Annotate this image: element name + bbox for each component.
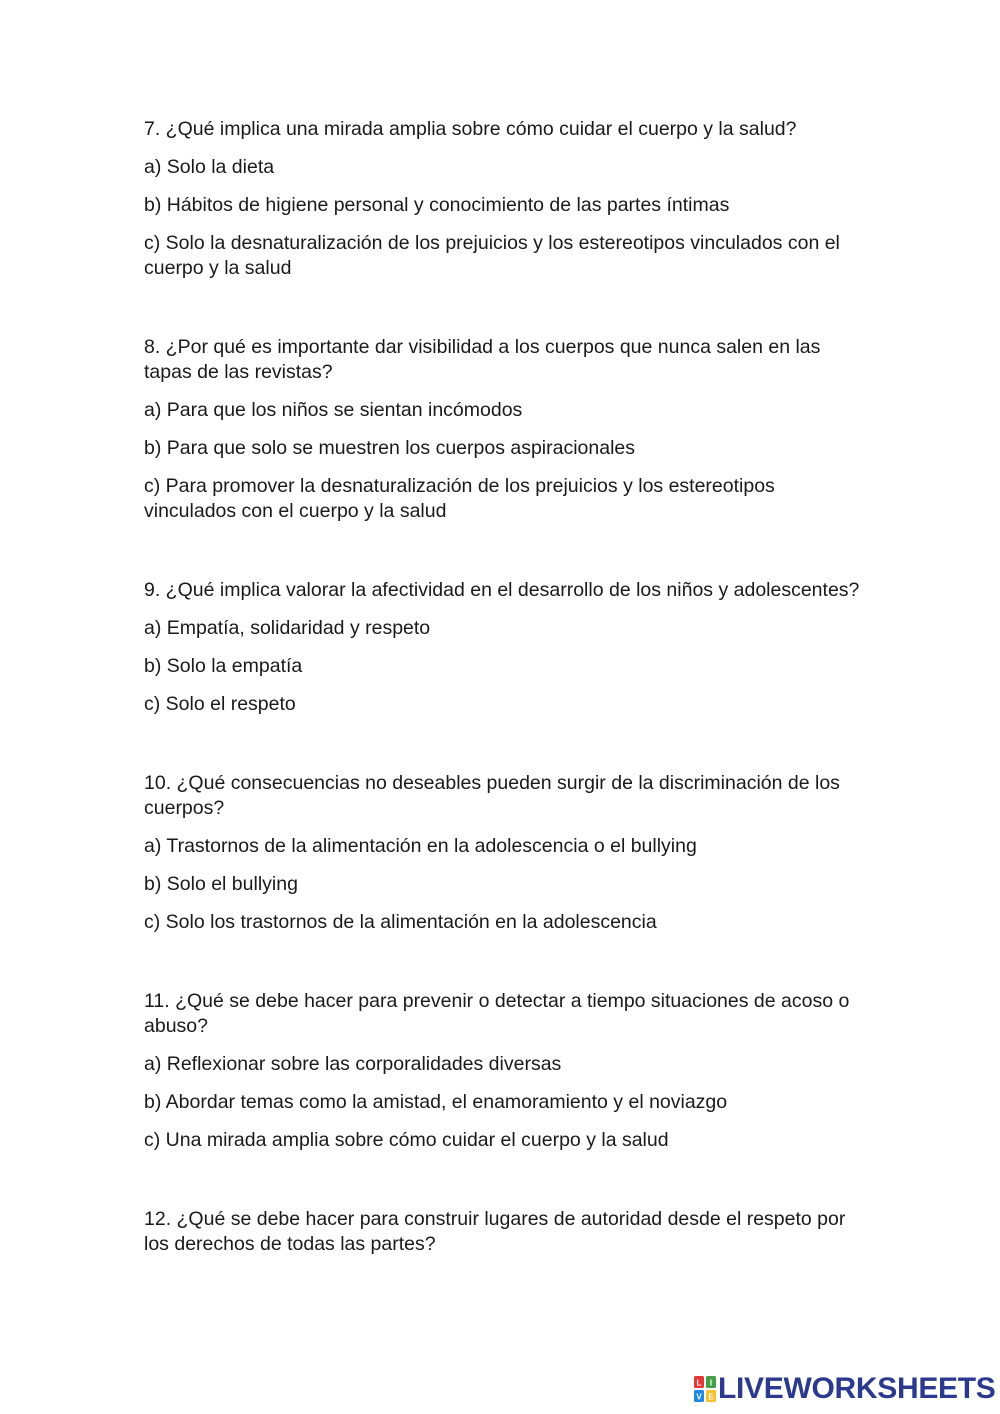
- question-11-option-a[interactable]: a) Reflexionar sobre las corporalidades diversas: [144, 1053, 562, 1075]
- question-10-option-b[interactable]: b) Solo el bullying: [144, 873, 298, 895]
- svg-text:E: E: [708, 1392, 714, 1402]
- question-8-option-a[interactable]: a) Para que los niños se sientan incómodos: [144, 399, 523, 421]
- question-9-option-a[interactable]: a) Empatía, solidaridad y respeto: [144, 617, 431, 639]
- svg-text:V: V: [696, 1392, 702, 1402]
- question-10-title: 10. ¿Qué consecuencias no deseables pueden surgir de la discriminación de los cuerpos?: [144, 772, 840, 819]
- liveworksheets-wordmark: LIVEWORKSHEETS: [718, 1372, 996, 1405]
- question-8-title: 8. ¿Por qué es importante dar visibilidad a los cuerpos que nunca salen en las tapas de las revistas?: [144, 336, 821, 383]
- question-12-title: 12. ¿Qué se debe hacer para construir lugares de autoridad desde el respeto por los derechos de todas las partes?: [144, 1208, 846, 1255]
- question-list: [144, 117, 864, 1311]
- liveworksheets-brand: [694, 1374, 996, 1404]
- question-7-option-a[interactable]: a) Solo la dieta: [144, 156, 275, 178]
- question-7-title: 7. ¿Qué implica una mirada amplia sobre cómo cuidar el cuerpo y la salud?: [144, 118, 797, 140]
- question-9-title: 9. ¿Qué implica valorar la afectividad en el desarrollo de los niños y adolescentes?: [144, 579, 860, 601]
- question-7-option-c[interactable]: c) Solo la desnaturalización de los prejuicios y los estereotipos vinculados con el cuerpo y la salud: [144, 232, 840, 279]
- question-9-option-c[interactable]: c) Solo el respeto: [144, 693, 296, 715]
- question-11-option-c[interactable]: c) Una mirada amplia sobre cómo cuidar el cuerpo y la salud: [144, 1129, 669, 1151]
- question-9: [144, 578, 864, 717]
- question-9-option-b[interactable]: b) Solo la empatía: [144, 655, 303, 677]
- svg-text:L: L: [696, 1378, 702, 1388]
- svg-text:I: I: [709, 1378, 713, 1388]
- liveworksheets-logo-icon: [694, 1376, 716, 1402]
- question-10-option-c[interactable]: c) Solo los trastornos de la alimentación en la adolescencia: [144, 911, 657, 933]
- question-11-option-b[interactable]: b) Abordar temas como la amistad, el enamoramiento y el noviazgo: [144, 1091, 728, 1113]
- question-11-title: 11. ¿Qué se debe hacer para prevenir o detectar a tiempo situaciones de acoso o abuso?: [144, 990, 850, 1037]
- question-10-option-a[interactable]: a) Trastornos de la alimentación en la adolescencia o el bullying: [144, 835, 697, 857]
- question-8: [144, 335, 864, 524]
- question-10: [144, 771, 864, 935]
- question-11: [144, 989, 864, 1153]
- question-12: [144, 1207, 864, 1257]
- question-8-option-b[interactable]: b) Para que solo se muestren los cuerpos aspiracionales: [144, 437, 636, 459]
- question-8-option-c[interactable]: c) Para promover la desnaturalización de los prejuicios y los estereotipos vinculados con el cuerpo y la salud: [144, 475, 775, 522]
- question-7: [144, 117, 864, 281]
- question-7-option-b[interactable]: b) Hábitos de higiene personal y conocimiento de las partes íntimas: [144, 194, 730, 216]
